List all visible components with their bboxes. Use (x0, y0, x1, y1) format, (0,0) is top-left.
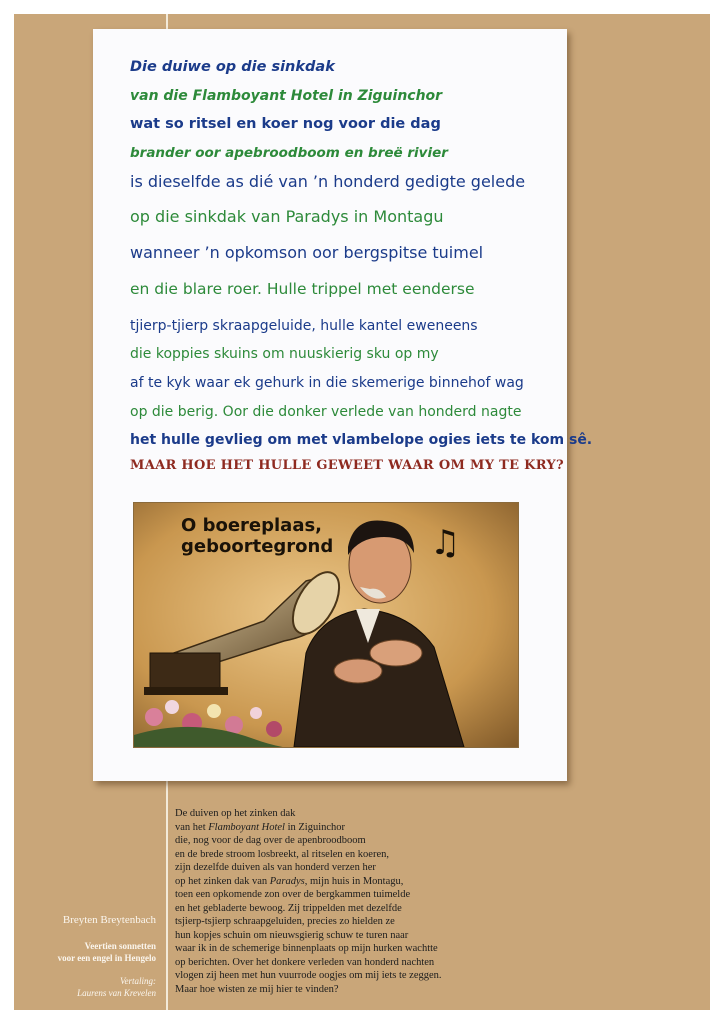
poem-line: af te kyk waar ek gehurk in die skemerige binnehof wag (130, 375, 524, 391)
poem-line: wat so ritsel en koer nog voor die dag (130, 116, 441, 132)
translation-label: Vertaling: (120, 976, 156, 986)
dutch-translation (175, 807, 442, 996)
poem-line: is dieselfde as dié van ’n honderd gedigte gelede (130, 172, 526, 191)
translation-line: zijn dezelfde duiven als van honderd verzen her (175, 862, 376, 873)
music-note-icon: ♫ (430, 523, 461, 563)
poem-final-line: MAAR HOE HET HULLE GEWEET WAAR OM MY TE KRY? (130, 458, 564, 473)
poem-line: Die duiwe op die sinkdak (130, 59, 335, 75)
translation-line: op het zinken dak van Paradys, mijn huis in Montagu, (175, 875, 404, 887)
translation-line: op berichten. Over het donkere verleden van honderd nachten (175, 956, 435, 968)
book-title-line1: Veertien sonnetten (84, 941, 156, 951)
author-name: Breyten Breytenbach (62, 914, 156, 926)
translation-line: van het Flamboyant Hotel in Ziguinchor (175, 821, 346, 833)
poem-line: tjierp-tjierp skraapgeluide, hulle kantel eweneens (130, 318, 478, 334)
translation-line: en de brede stroom losbreekt, al ritselen en koeren, (175, 848, 390, 860)
gramophone-photo (133, 502, 519, 748)
poem-line: van die Flamboyant Hotel in Ziguinchor (130, 88, 443, 104)
translation-line: die, nog voor de dag over de apenbroodboom (175, 835, 366, 846)
translation-line: tsjierp-tsjierp schraapgeluiden, precies zo hielden ze (175, 916, 395, 927)
translation-line: en het gebladerte bewoog. Zij trippelden met dezelfde (175, 902, 402, 914)
poem-sheet (93, 29, 593, 781)
photo-caption: O boereplaas, geboortegrond (181, 515, 334, 557)
poem-line: en die blare roer. Hulle trippel met eenderse (130, 280, 475, 298)
poem-line: wanneer ’n opkomson oor bergspitse tuimel (130, 243, 484, 262)
translation-line: vlogen zij heen met hun vuurrode oogjes om mij iets te zeggen. (175, 970, 442, 981)
translation-line: toen een opkomende zon over de bergkammen tuimelde (175, 889, 411, 900)
poem-line: brander oor apebroodboom en breë rivier (130, 145, 448, 161)
translation-line: waar ik in de schemerige binnenplaats op mijn hurken wachtte (175, 943, 438, 954)
poem-line: op die berig. Oor die donker verlede van honderd nagte (130, 404, 522, 420)
translation-line: De duiven op het zinken dak (175, 808, 296, 819)
translation-line: hun kopjes schuin om nieuwsgierig schuw te turen naar (175, 929, 409, 941)
translation-line: Maar hoe wisten ze mij hier te vinden? (175, 983, 339, 995)
translator-name: Laurens van Krevelen (77, 988, 156, 998)
book-title-line2: voor een engel in Hengelo (57, 953, 156, 963)
poem-line: die koppies skuins om nuuskierig sku op my (130, 346, 439, 362)
poem-line: het hulle gevlieg om met vlambelope ogies iets te kom sê. (130, 432, 593, 448)
poem-line: op die sinkdak van Paradys in Montagu (130, 207, 444, 226)
